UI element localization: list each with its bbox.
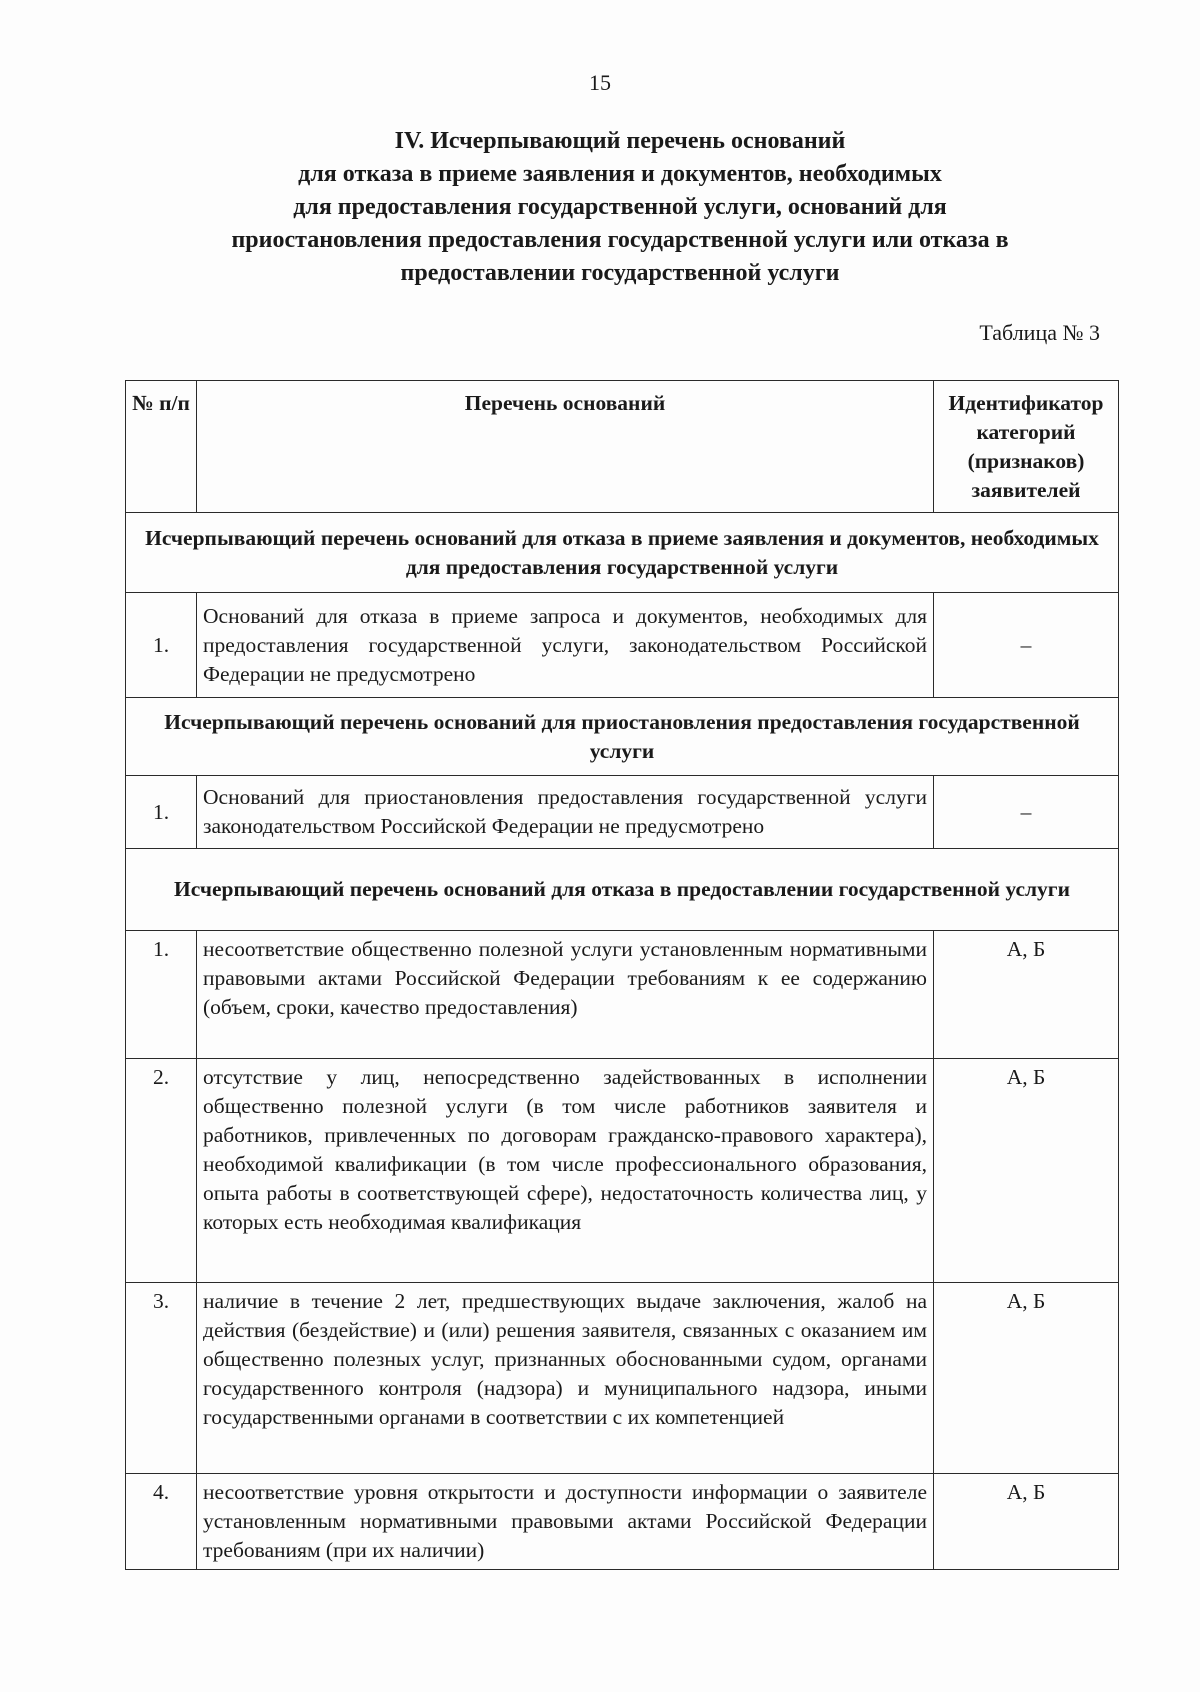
- row-number: 1.: [126, 593, 197, 698]
- row-number: 4.: [126, 1474, 197, 1570]
- row-identifier: А, Б: [934, 1474, 1119, 1570]
- section-row: [126, 698, 1119, 776]
- title-line: для предоставления государственной услуги, оснований для: [293, 194, 947, 220]
- row-identifier: А, Б: [934, 1283, 1119, 1474]
- title-line: приостановления предоставления государственной услуги или отказа в: [231, 227, 1009, 253]
- section-title-cell: Исчерпывающий перечень оснований для отказа в предоставлении государственной услуги: [126, 849, 1119, 931]
- title-line: для отказа в приеме заявления и документов, необходимых: [298, 161, 942, 187]
- page-number: 15: [589, 70, 611, 95]
- section-title-cell: Исчерпывающий перечень оснований для отказа в приеме заявления и документов, необходимых для предоставления государственной услуги: [126, 513, 1119, 593]
- row-identifier: –: [934, 776, 1119, 849]
- table-row: [126, 1283, 1119, 1474]
- section-title-cell: Исчерпывающий перечень оснований для приостановления предоставления государственной услуги: [126, 698, 1119, 776]
- table-row: [126, 1474, 1119, 1570]
- row-text: наличие в течение 2 лет, предшествующих выдаче заключения, жалоб на действия (бездействие) и (или) решения заявителя, связанных с оказанием им общественно полезных услуг, признанных обоснованными судом, органами государственного контроля (надзора) и муниципального надзора, иными государственными органами в соответствии с их компетенцией: [197, 1283, 934, 1474]
- table-header-row: [126, 381, 1119, 513]
- section-row: [126, 513, 1119, 593]
- table-row: [126, 776, 1119, 849]
- row-identifier: А, Б: [934, 931, 1119, 1059]
- header-identifier: Идентификатор категорий (признаков) заявителей: [934, 381, 1119, 513]
- title-line: предоставлении государственной услуги: [400, 260, 840, 286]
- table-row: [126, 931, 1119, 1059]
- grounds-table: [125, 380, 1119, 1570]
- header-grounds: Перечень оснований: [197, 381, 934, 513]
- row-text: Оснований для отказа в приеме запроса и документов, необходимых для предоставления государственной услуги, законодательством Российской Федерации не предусмотрено: [197, 593, 934, 698]
- section-title: [130, 125, 1110, 290]
- row-identifier: –: [934, 593, 1119, 698]
- row-number: 1.: [126, 931, 197, 1059]
- row-text: Оснований для приостановления предоставления государственной услуги законодательством Российской Федерации не предусмотрено: [197, 776, 934, 849]
- table-row: [126, 1059, 1119, 1283]
- row-number: 1.: [126, 776, 197, 849]
- row-identifier: А, Б: [934, 1059, 1119, 1283]
- row-text: несоответствие уровня открытости и доступности информации о заявителе установленным нормативными правовыми актами Российской Федерации требованиям (при их наличии): [197, 1474, 934, 1570]
- title-line: IV. Исчерпывающий перечень оснований: [394, 128, 846, 154]
- table-row: [126, 593, 1119, 698]
- header-number: № п/п: [126, 381, 197, 513]
- row-number: 2.: [126, 1059, 197, 1283]
- section-row: [126, 849, 1119, 931]
- row-text: несоответствие общественно полезной услуги установленным нормативными правовыми актами Российской Федерации требованиям к ее содержанию (объем, сроки, качество предоставления): [197, 931, 934, 1059]
- table-label: Таблица № 3: [979, 320, 1100, 345]
- row-number: 3.: [126, 1283, 197, 1474]
- row-text: отсутствие у лиц, непосредственно задействованных в исполнении общественно полезной услуги (в том числе работников заявителя и работников, привлеченных по договорам гражданско-правового характера), необходимой квалификации (в том числе профессионального образования, опыта работы в соответствующей сфере), недостаточность количества лиц, у которых есть необходимая квалификация: [197, 1059, 934, 1283]
